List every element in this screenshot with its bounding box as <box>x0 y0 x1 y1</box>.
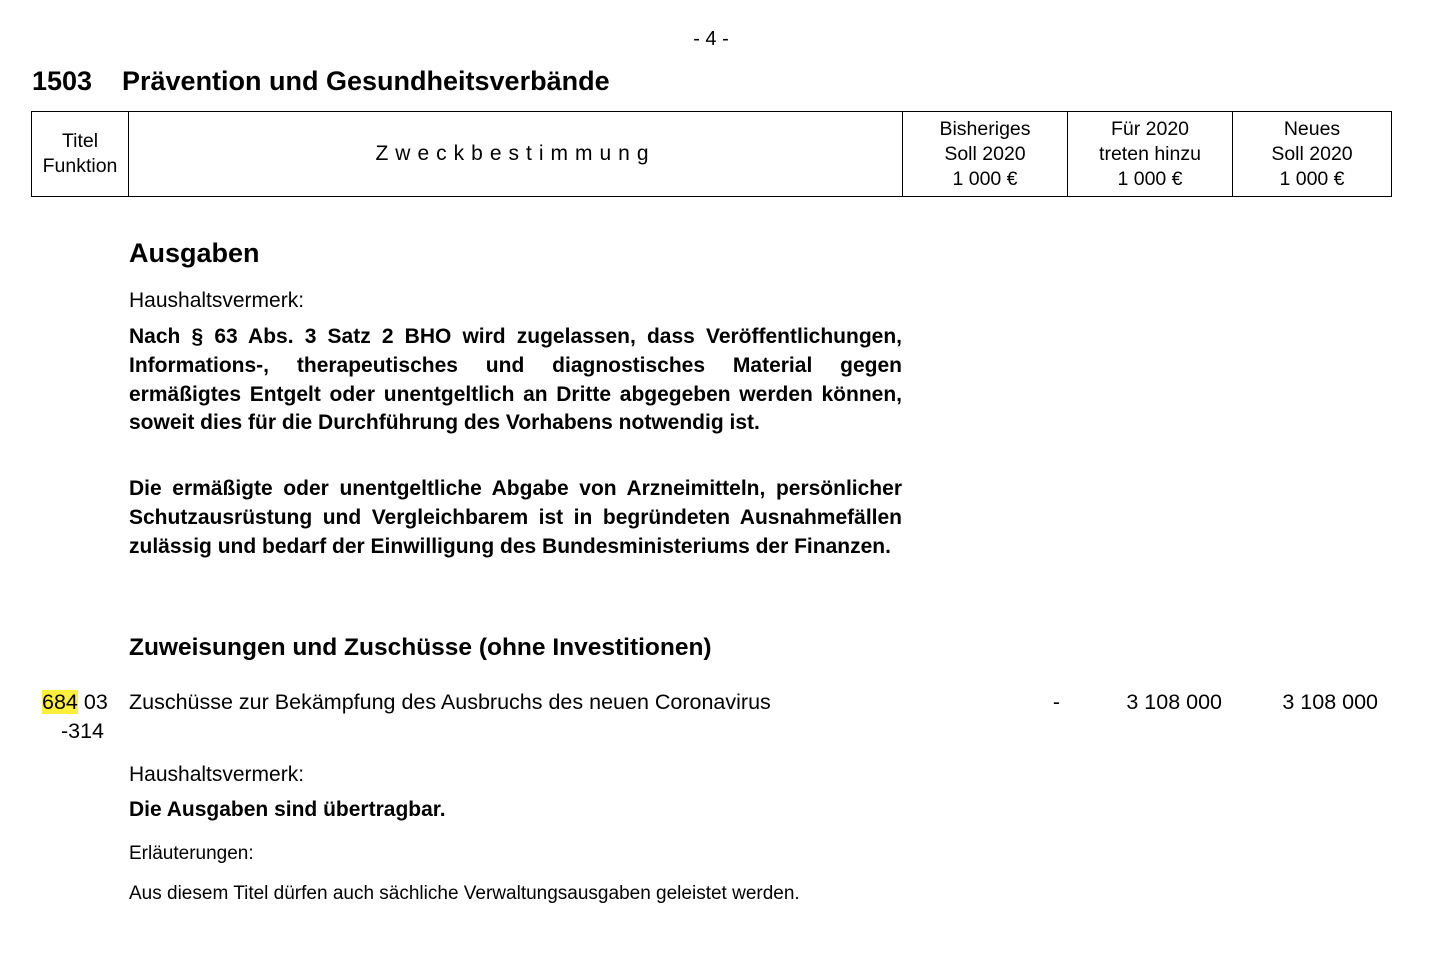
ausgaben-vermerk-para1: Nach § 63 Abs. 3 Satz 2 BHO wird zugelassen, dass Veröffentlichungen, Informations-, therapeutisches und diagnostisches Material gegen ermäßigtes Entgelt oder unentgeltlich an Dritte abgegeben werden können, soweit dies für die Durchführung des Vorhabens notwendig ist. <box>129 325 902 435</box>
header-hinzu-l1: Für 2020 <box>1110 117 1190 140</box>
header-table <box>31 111 1392 197</box>
entry-titel <box>42 690 108 715</box>
ausgaben-vermerk-para2: Die ermäßigte oder unentgeltliche Abgabe von Arzneimitteln, persönlicher Schutzausrüstung und Vergleichbarem ist in begründeten Ausnahmefällen zulässig und bedarf der Einwilligung des Bundesministeriums der Finanzen. <box>129 477 902 558</box>
header-funktion: Funktion <box>42 155 118 177</box>
header-hinzu-l2: treten hinzu <box>1099 142 1201 165</box>
entry-hinzu: 3 108 000 <box>1126 690 1222 714</box>
header-zweckbestimmung <box>129 112 903 197</box>
header-bisheriges-l2: Soll 2020 <box>944 142 1026 165</box>
entry-bisheriges: - <box>1052 690 1060 714</box>
entry-titel-rest: 03 <box>83 690 108 714</box>
zuweisungen-heading: Zuweisungen und Zuschüsse (ohne Investitionen) <box>129 634 712 661</box>
entry-funktion: -314 <box>60 719 104 743</box>
header-bisheriges-l1: Bisheriges <box>939 117 1031 140</box>
chapter-number: 1503 <box>32 66 93 96</box>
header-zweckbestimmung-label: Zweckbestimmung <box>375 142 656 165</box>
header-titel: Titel <box>61 130 99 152</box>
header-bisheriges-l3: 1 000 € <box>952 167 1018 190</box>
entry-vermerk-label: Haushaltsvermerk: <box>129 763 305 786</box>
header-neues-l3: 1 000 € <box>1279 167 1345 190</box>
chapter-name: Prävention und Gesundheitsverbände <box>122 66 610 96</box>
ausgaben-heading: Ausgaben <box>129 238 260 268</box>
header-hinzu-l3: 1 000 € <box>1117 167 1183 190</box>
entry-vermerk-text: Die Ausgaben sind übertragbar. <box>129 798 446 821</box>
entry-erlaeuterungen-label: Erläuterungen: <box>129 843 254 864</box>
header-treten-hinzu <box>1068 112 1233 197</box>
chapter-title <box>32 66 610 97</box>
entry-erlaeuterungen-text: Aus diesem Titel dürfen auch sächliche Verwaltungsausgaben geleistet werden. <box>129 883 800 904</box>
header-titel-funktion <box>32 112 129 197</box>
ausgaben-vermerk-label: Haushaltsvermerk: <box>129 289 305 312</box>
header-bisheriges-soll <box>903 112 1068 197</box>
header-neues-l1: Neues <box>1283 117 1341 140</box>
entry-neues: 3 108 000 <box>1282 690 1378 714</box>
header-neues-soll <box>1233 112 1392 197</box>
entry-titel-highlight: 684 <box>42 690 78 714</box>
entry-description: Zuschüsse zur Bekämpfung des Ausbruchs des neuen Coronavirus <box>129 690 771 714</box>
header-neues-l2: Soll 2020 <box>1271 142 1353 165</box>
page-number: - 4 - <box>693 28 729 50</box>
